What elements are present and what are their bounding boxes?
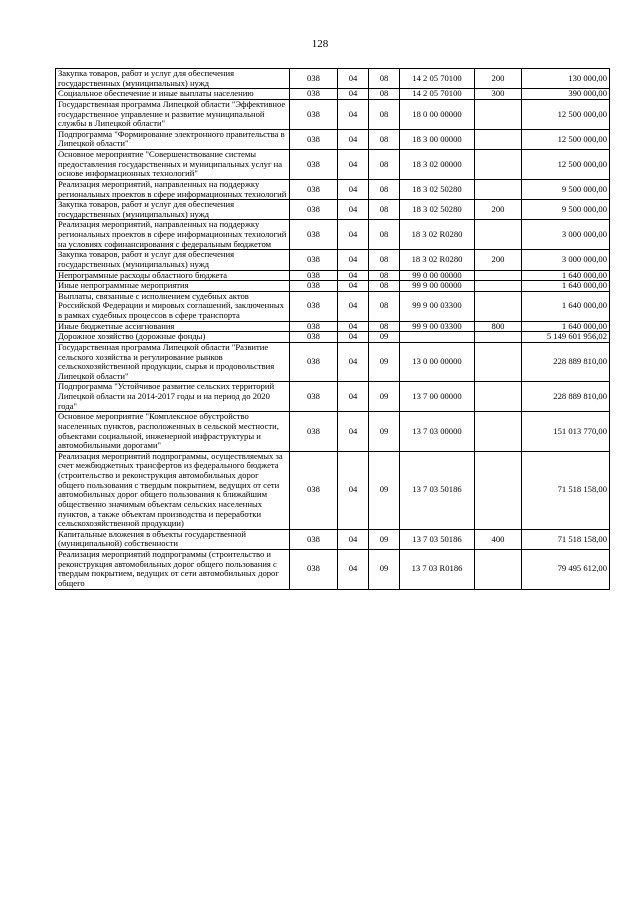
ministry-code-cell: 038 — [290, 179, 338, 199]
ministry-code-cell: 038 — [290, 291, 338, 321]
target-article-cell: 18 3 02 R0280 — [400, 220, 475, 250]
target-article-cell: 18 3 02 50280 — [400, 200, 475, 220]
target-article-cell: 99 9 00 00000 — [400, 281, 475, 292]
expense-type-cell: 300 — [475, 89, 522, 100]
row-name-cell: Реализация мероприятий подпрограммы (строительство и реконструкция автомобильных дорог общего пользования с твердым покрытием, ведущих от сети автомобильных дорог общего — [56, 550, 290, 590]
ministry-code-cell: 038 — [290, 550, 338, 590]
table-row — [56, 179, 610, 199]
section-code-cell: 04 — [338, 382, 369, 412]
row-name-cell: Государственная программа Липецкой области "Эффективное государственное управление и развитие муниципальной службы в Липецкой области" — [56, 99, 290, 129]
target-article-cell: 18 3 02 00000 — [400, 150, 475, 180]
subsection-code-cell: 08 — [369, 99, 400, 129]
section-code-cell: 04 — [338, 529, 369, 549]
subsection-code-cell: 09 — [369, 529, 400, 549]
target-article-cell: 18 3 02 R0280 — [400, 250, 475, 270]
ministry-code-cell: 038 — [290, 342, 338, 382]
amount-cell: 3 000 000,00 — [522, 250, 610, 270]
table-row — [56, 270, 610, 281]
section-code-cell: 04 — [338, 412, 369, 452]
row-name-cell: Закупка товаров, работ и услуг для обеспечения государственных (муниципальных) нужд — [56, 250, 290, 270]
amount-cell: 151 013 770,00 — [522, 412, 610, 452]
ministry-code-cell: 038 — [290, 69, 338, 89]
ministry-code-cell: 038 — [290, 332, 338, 343]
section-code-cell: 04 — [338, 69, 369, 89]
table-row — [56, 281, 610, 292]
target-article-cell: 14 2 05 70100 — [400, 69, 475, 89]
ministry-code-cell: 038 — [290, 220, 338, 250]
amount-cell: 79 495 612,00 — [522, 550, 610, 590]
section-code-cell: 04 — [338, 99, 369, 129]
target-article-cell: 13 7 03 R0186 — [400, 550, 475, 590]
table-body — [56, 69, 610, 590]
section-code-cell: 04 — [338, 220, 369, 250]
table-row — [56, 332, 610, 343]
table-row — [56, 451, 610, 529]
section-code-cell: 04 — [338, 550, 369, 590]
target-article-cell: 99 0 00 00000 — [400, 270, 475, 281]
row-name-cell: Закупка товаров, работ и услуг для обеспечения государственных (муниципальных) нужд — [56, 69, 290, 89]
target-article-cell: 13 7 00 00000 — [400, 382, 475, 412]
table-row — [56, 412, 610, 452]
row-name-cell: Реализация мероприятий подпрограммы, осуществляемых за счет межбюджетных трансфертов из федерального бюджета (строительство и реконструкция автомобильных дорог общего пользования с твердым покрытием, ведущих от сети автомобильных дорог общего пользования к ближайшим общественно значимым объектам сельских населенных пунктов, а также объектам производства и переработки сельскохозяйственной продукции) — [56, 451, 290, 529]
amount-cell: 3 000 000,00 — [522, 220, 610, 250]
subsection-code-cell: 08 — [369, 270, 400, 281]
table-row — [56, 150, 610, 180]
row-name-cell: Социальное обеспечение и иные выплаты населению — [56, 89, 290, 100]
ministry-code-cell: 038 — [290, 281, 338, 292]
subsection-code-cell: 09 — [369, 550, 400, 590]
target-article-cell: 99 9 00 03300 — [400, 321, 475, 332]
table-row — [56, 382, 610, 412]
subsection-code-cell: 09 — [369, 412, 400, 452]
target-article-cell: 13 7 03 00000 — [400, 412, 475, 452]
target-article-cell: 14 2 05 70100 — [400, 89, 475, 100]
subsection-code-cell: 08 — [369, 200, 400, 220]
row-name-cell: Иные непрограммные мероприятия — [56, 281, 290, 292]
section-code-cell: 04 — [338, 281, 369, 292]
amount-cell: 12 500 000,00 — [522, 150, 610, 180]
target-article-cell: 13 7 03 50186 — [400, 451, 475, 529]
amount-cell: 71 518 158,00 — [522, 451, 610, 529]
subsection-code-cell: 08 — [369, 69, 400, 89]
amount-cell: 228 889 810,00 — [522, 342, 610, 382]
row-name-cell: Дорожное хозяйство (дорожные фонды) — [56, 332, 290, 343]
subsection-code-cell: 09 — [369, 342, 400, 382]
ministry-code-cell: 038 — [290, 99, 338, 129]
expense-type-cell — [475, 550, 522, 590]
ministry-code-cell: 038 — [290, 451, 338, 529]
amount-cell: 1 640 000,00 — [522, 270, 610, 281]
row-name-cell: Выплаты, связанные с исполнением судебных актов Российской Федерации и мировых соглашений, заключенных в рамках судебных процессов в сфере транспорта — [56, 291, 290, 321]
budget-table — [55, 68, 610, 590]
row-name-cell: Закупка товаров, работ и услуг для обеспечения государственных (муниципальных) нужд — [56, 200, 290, 220]
amount-cell: 9 500 000,00 — [522, 179, 610, 199]
amount-cell: 130 000,00 — [522, 69, 610, 89]
target-article-cell: 18 3 02 50280 — [400, 179, 475, 199]
row-name-cell: Реализация мероприятий, направленных на поддержку региональных проектов в сфере информационных технологий — [56, 179, 290, 199]
target-article-cell: 13 7 03 50186 — [400, 529, 475, 549]
section-code-cell: 04 — [338, 250, 369, 270]
target-article-cell: 13 0 00 00000 — [400, 342, 475, 382]
expense-type-cell: 200 — [475, 250, 522, 270]
expense-type-cell — [475, 412, 522, 452]
row-name-cell: Государственная программа Липецкой области "Развитие сельского хозяйства и регулирование рынков сельскохозяйственной продукции, сырья и продовольствия Липецкой области" — [56, 342, 290, 382]
amount-cell: 1 640 000,00 — [522, 291, 610, 321]
expense-type-cell — [475, 332, 522, 343]
ministry-code-cell: 038 — [290, 270, 338, 281]
expense-type-cell — [475, 270, 522, 281]
row-name-cell: Реализация мероприятий, направленных на поддержку региональных проектов в сфере информационных технологий на условиях софинансирования с федеральным бюджетом — [56, 220, 290, 250]
amount-cell: 12 500 000,00 — [522, 99, 610, 129]
ministry-code-cell: 038 — [290, 129, 338, 149]
amount-cell: 1 640 000,00 — [522, 321, 610, 332]
section-code-cell: 04 — [338, 179, 369, 199]
row-name-cell: Основное мероприятие "Комплексное обустройство населенных пунктов, расположенных в сельской местности, объектами социальной, инженерной инфраструктуры и автомобильными дорогами" — [56, 412, 290, 452]
row-name-cell: Непрограммные расходы областного бюджета — [56, 270, 290, 281]
ministry-code-cell: 038 — [290, 250, 338, 270]
ministry-code-cell: 038 — [290, 89, 338, 100]
table-row — [56, 99, 610, 129]
target-article-cell — [400, 332, 475, 343]
ministry-code-cell: 038 — [290, 321, 338, 332]
amount-cell: 5 149 601 956,02 — [522, 332, 610, 343]
subsection-code-cell: 08 — [369, 150, 400, 180]
expense-type-cell — [475, 150, 522, 180]
section-code-cell: 04 — [338, 150, 369, 180]
section-code-cell: 04 — [338, 200, 369, 220]
section-code-cell: 04 — [338, 321, 369, 332]
table-row — [56, 89, 610, 100]
expense-type-cell — [475, 129, 522, 149]
table-row — [56, 220, 610, 250]
section-code-cell: 04 — [338, 291, 369, 321]
expense-type-cell — [475, 281, 522, 292]
section-code-cell: 04 — [338, 332, 369, 343]
expense-type-cell — [475, 451, 522, 529]
table-row — [56, 200, 610, 220]
subsection-code-cell: 08 — [369, 179, 400, 199]
ministry-code-cell: 038 — [290, 412, 338, 452]
section-code-cell: 04 — [338, 342, 369, 382]
row-name-cell: Подпрограмма "Устойчивое развитие сельских территорий Липецкой области на 2014-2017 годы и на период до 2020 года" — [56, 382, 290, 412]
row-name-cell: Иные бюджетные ассигнования — [56, 321, 290, 332]
subsection-code-cell: 09 — [369, 451, 400, 529]
expense-type-cell: 400 — [475, 529, 522, 549]
expense-type-cell — [475, 291, 522, 321]
table-row — [56, 321, 610, 332]
section-code-cell: 04 — [338, 89, 369, 100]
subsection-code-cell: 09 — [369, 382, 400, 412]
table-row — [56, 129, 610, 149]
table-row — [56, 69, 610, 89]
table-row — [56, 342, 610, 382]
target-article-cell: 99 9 00 03300 — [400, 291, 475, 321]
row-name-cell: Капитальные вложения в объекты государственной (муниципальной) собственности — [56, 529, 290, 549]
expense-type-cell — [475, 382, 522, 412]
section-code-cell: 04 — [338, 129, 369, 149]
row-name-cell: Подпрограмма "Формирование электронного правительства в Липецкой области" — [56, 129, 290, 149]
table-row — [56, 529, 610, 549]
amount-cell: 71 518 158,00 — [522, 529, 610, 549]
table-row — [56, 291, 610, 321]
expense-type-cell — [475, 179, 522, 199]
ministry-code-cell: 038 — [290, 529, 338, 549]
subsection-code-cell: 09 — [369, 332, 400, 343]
amount-cell: 9 500 000,00 — [522, 200, 610, 220]
target-article-cell: 18 0 00 00000 — [400, 99, 475, 129]
row-name-cell: Основное мероприятие "Совершенствование системы предоставления государственных и муниципальных услуг на основе информационных технологий" — [56, 150, 290, 180]
amount-cell: 12 500 000,00 — [522, 129, 610, 149]
subsection-code-cell: 08 — [369, 250, 400, 270]
subsection-code-cell: 08 — [369, 291, 400, 321]
expense-type-cell: 800 — [475, 321, 522, 332]
section-code-cell: 04 — [338, 451, 369, 529]
ministry-code-cell: 038 — [290, 200, 338, 220]
target-article-cell: 18 3 00 00000 — [400, 129, 475, 149]
ministry-code-cell: 038 — [290, 150, 338, 180]
subsection-code-cell: 08 — [369, 321, 400, 332]
page-number: 128 — [311, 38, 329, 50]
subsection-code-cell: 08 — [369, 129, 400, 149]
amount-cell: 228 889 810,00 — [522, 382, 610, 412]
amount-cell: 390 000,00 — [522, 89, 610, 100]
subsection-code-cell: 08 — [369, 89, 400, 100]
table-row — [56, 250, 610, 270]
expense-type-cell: 200 — [475, 69, 522, 89]
amount-cell: 1 640 000,00 — [522, 281, 610, 292]
subsection-code-cell: 08 — [369, 220, 400, 250]
expense-type-cell: 200 — [475, 200, 522, 220]
section-code-cell: 04 — [338, 270, 369, 281]
table-row — [56, 550, 610, 590]
ministry-code-cell: 038 — [290, 382, 338, 412]
expense-type-cell — [475, 99, 522, 129]
expense-type-cell — [475, 342, 522, 382]
subsection-code-cell: 08 — [369, 281, 400, 292]
expense-type-cell — [475, 220, 522, 250]
